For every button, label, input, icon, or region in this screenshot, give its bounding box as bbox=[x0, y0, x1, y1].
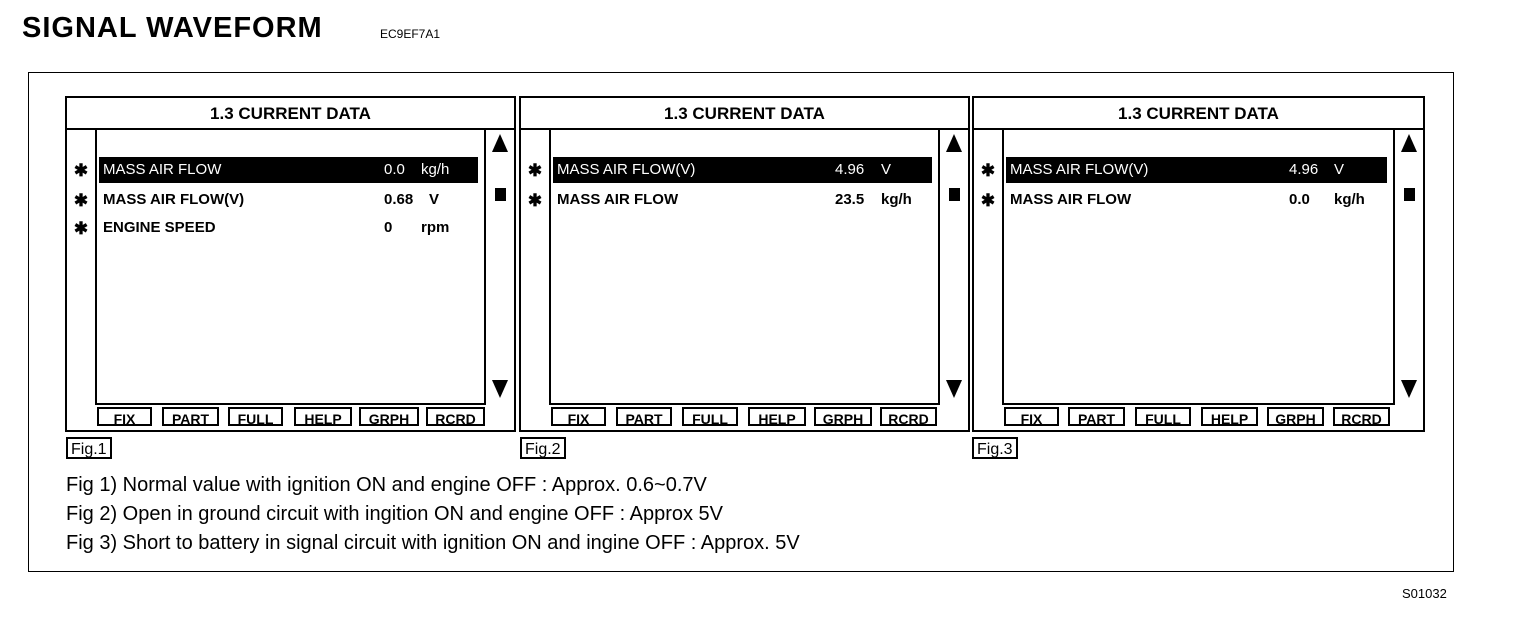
figure-label-2: Fig.2 bbox=[520, 437, 566, 459]
row-marker-icon: ✱ bbox=[73, 219, 89, 238]
document-code: EC9EF7A1 bbox=[380, 27, 441, 41]
scroll-thumb[interactable] bbox=[1404, 188, 1415, 201]
screen-title: 1.3 CURRENT DATA bbox=[974, 98, 1423, 130]
fix-button[interactable]: FIX bbox=[97, 407, 152, 426]
figure-label-1: Fig.1 bbox=[66, 437, 112, 459]
graph-button[interactable]: GRPH bbox=[814, 407, 872, 426]
page-title: SIGNAL WAVEFORM bbox=[22, 12, 323, 44]
scan-tool-screen-3 bbox=[972, 96, 1425, 432]
row-unit: V bbox=[429, 191, 440, 208]
data-row-engine-speed[interactable] bbox=[99, 215, 478, 241]
function-button-bar bbox=[95, 403, 486, 430]
scroll-up-arrow-icon[interactable] bbox=[946, 134, 962, 152]
function-button-bar bbox=[1002, 403, 1395, 430]
row-value: 4.96 bbox=[835, 161, 865, 178]
fix-button[interactable]: FIX bbox=[1004, 407, 1059, 426]
row-label: MASS AIR FLOW bbox=[103, 161, 222, 178]
record-button[interactable]: RCRD bbox=[426, 407, 485, 426]
row-unit: kg/h bbox=[881, 191, 912, 208]
row-label: MASS AIR FLOW bbox=[557, 191, 679, 208]
data-list bbox=[549, 128, 940, 405]
record-button[interactable]: RCRD bbox=[880, 407, 937, 426]
data-row-mass-air-flow-v[interactable] bbox=[99, 187, 478, 213]
row-label: MASS AIR FLOW(V) bbox=[1010, 161, 1149, 178]
figure-note-3: Fig 3) Short to battery in signal circuit with ignition ON and ingine OFF : Approx. 5V bbox=[66, 532, 800, 554]
scroll-down-arrow-icon[interactable] bbox=[946, 380, 962, 398]
figure-label-3: Fig.3 bbox=[972, 437, 1018, 459]
scroll-thumb[interactable] bbox=[495, 188, 506, 201]
row-value: 23.5 bbox=[835, 191, 865, 208]
data-row-mass-air-flow[interactable] bbox=[1006, 187, 1387, 213]
screen-title: 1.3 CURRENT DATA bbox=[67, 98, 514, 130]
help-button[interactable]: HELP bbox=[294, 407, 352, 426]
graph-button[interactable]: GRPH bbox=[359, 407, 419, 426]
scroll-down-arrow-icon[interactable] bbox=[492, 380, 508, 398]
scroll-up-arrow-icon[interactable] bbox=[492, 134, 508, 152]
row-unit: V bbox=[881, 161, 892, 178]
part-button[interactable]: PART bbox=[162, 407, 219, 426]
figure-note-1: Fig 1) Normal value with ignition ON and engine OFF : Approx. 0.6~0.7V bbox=[66, 474, 707, 496]
fix-button[interactable]: FIX bbox=[551, 407, 606, 426]
function-button-bar bbox=[549, 403, 940, 430]
full-button[interactable]: FULL bbox=[682, 407, 738, 426]
row-label: ENGINE SPEED bbox=[103, 219, 216, 236]
data-row-mass-air-flow-v[interactable] bbox=[553, 157, 932, 183]
row-label: MASS AIR FLOW(V) bbox=[557, 161, 696, 178]
row-label: MASS AIR FLOW(V) bbox=[103, 191, 245, 208]
row-marker-icon: ✱ bbox=[527, 161, 543, 180]
row-unit: V bbox=[1334, 161, 1345, 178]
data-row-mass-air-flow[interactable] bbox=[553, 187, 932, 213]
help-button[interactable]: HELP bbox=[1201, 407, 1258, 426]
figure-note-2: Fig 2) Open in ground circuit with ingition ON and engine OFF : Approx 5V bbox=[66, 503, 724, 525]
row-marker-icon: ✱ bbox=[527, 191, 543, 210]
row-unit: rpm bbox=[421, 219, 450, 236]
full-button[interactable]: FULL bbox=[228, 407, 283, 426]
data-row-mass-air-flow-v[interactable] bbox=[1006, 157, 1387, 183]
row-marker-icon: ✱ bbox=[980, 161, 996, 180]
row-marker-icon: ✱ bbox=[980, 191, 996, 210]
data-row-mass-air-flow[interactable] bbox=[99, 157, 478, 183]
scan-tool-screen-2 bbox=[519, 96, 970, 432]
data-list bbox=[1002, 128, 1395, 405]
graph-button[interactable]: GRPH bbox=[1267, 407, 1324, 426]
row-marker-icon: ✱ bbox=[73, 161, 89, 180]
part-button[interactable]: PART bbox=[616, 407, 672, 426]
row-value: 0 bbox=[384, 219, 393, 236]
scroll-thumb[interactable] bbox=[949, 188, 960, 201]
row-value: 0.0 bbox=[384, 161, 405, 178]
help-button[interactable]: HELP bbox=[748, 407, 806, 426]
row-value: 0.0 bbox=[1289, 191, 1310, 208]
row-unit: kg/h bbox=[421, 161, 450, 178]
full-button[interactable]: FULL bbox=[1135, 407, 1191, 426]
row-label: MASS AIR FLOW bbox=[1010, 191, 1132, 208]
screen-title: 1.3 CURRENT DATA bbox=[521, 98, 968, 130]
row-unit: kg/h bbox=[1334, 191, 1365, 208]
data-list bbox=[95, 128, 486, 405]
record-button[interactable]: RCRD bbox=[1333, 407, 1390, 426]
row-value: 0.68 bbox=[384, 191, 414, 208]
scroll-up-arrow-icon[interactable] bbox=[1401, 134, 1417, 152]
part-button[interactable]: PART bbox=[1068, 407, 1125, 426]
scroll-down-arrow-icon[interactable] bbox=[1401, 380, 1417, 398]
row-value: 4.96 bbox=[1289, 161, 1319, 178]
scan-tool-screen-1 bbox=[65, 96, 516, 432]
figure-code: S01032 bbox=[1402, 586, 1447, 601]
row-marker-icon: ✱ bbox=[73, 191, 89, 210]
